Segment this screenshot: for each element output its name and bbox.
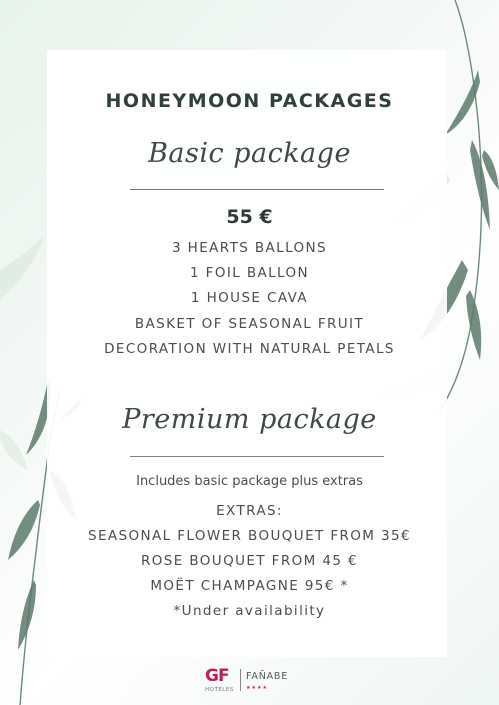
premium-item: SEASONAL FLOWER BOUQUET FROM 35€	[87, 528, 412, 544]
logo-subtitle: HOTELES	[205, 687, 234, 693]
premium-intro: Includes basic package plus extras	[136, 474, 363, 489]
basic-item: 3 HEARTS BALLONS	[171, 240, 328, 256]
basic-item: 1 HOUSE CAVA	[190, 290, 309, 306]
premium-item: MOËT CHAMPAGNE 95€ *	[150, 578, 349, 594]
premium-item: ROSE BOUQUET FROM 45 €	[140, 553, 359, 569]
basic-price: 55 €	[226, 206, 273, 228]
basic-item: 1 FOIL BALLON	[189, 265, 310, 281]
logo-mark: GF	[205, 666, 229, 686]
basic-divider	[130, 189, 384, 190]
hotel-logo	[205, 666, 295, 696]
page-title: HONEYMOON PACKAGES	[105, 90, 394, 112]
logo-stars: ★★★★	[246, 685, 268, 691]
premium-divider	[130, 456, 384, 457]
premium-package-heading: Premium package	[122, 404, 377, 435]
basic-package-heading: Basic package	[148, 138, 351, 169]
extras-label: EXTRAS:	[216, 503, 283, 519]
logo-brand: FAÑABE	[246, 671, 289, 682]
basic-item: BASKET OF SEASONAL FRUIT	[134, 316, 365, 332]
basic-item: DECORATION WITH NATURAL PETALS	[104, 341, 395, 357]
availability-footnote: *Under availability	[173, 603, 326, 619]
logo-divider	[240, 669, 241, 691]
